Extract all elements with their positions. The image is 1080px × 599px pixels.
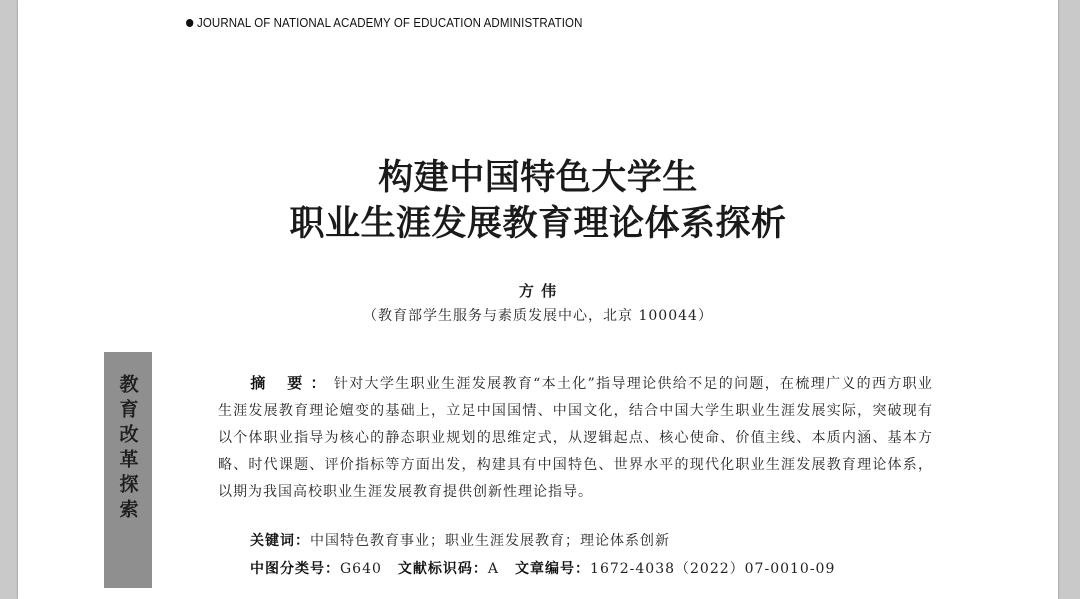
article-number-label: 文章编号： — [515, 561, 591, 577]
author-affiliation: （教育部学生服务与素质发展中心，北京 100044） — [363, 308, 713, 324]
paper-page — [18, 0, 1058, 599]
column-label-tab — [104, 352, 152, 588]
bullet-icon — [186, 19, 193, 27]
article-number-value: 1672-4038（2022）07-0010-09 — [590, 561, 836, 577]
clc-label: 中图分类号： — [250, 561, 340, 577]
abstract-label: 摘 要 — [250, 374, 311, 392]
abstract-text: 针对大学生职业生涯发展教育“本土化”指导理论供给不足的问题，在梳理广义的西方职业生涯发展教育理论嬗变的基础上，立足中国国情、中国文化，结合中国大学生职业生涯发展实际，突破现有以个体职业指导为核心的静态职业规划的思维定式，从逻辑起点、核心使命、价值主线、本质内涵、基本方略、时代课题、评价指标等方面出发，构建具有中国特色、世界水平的现代化职业生涯发展教育理论体系，以期为我国高校职业生涯发展教育提供创新性理论指导。 — [218, 376, 933, 500]
classification-line — [250, 558, 835, 578]
clc-value: G640 — [340, 561, 382, 577]
article-title-line-2: 职业生涯发展教育理论体系探析 — [289, 203, 787, 244]
abstract-colon: ： — [310, 374, 334, 392]
journal-header — [186, 16, 583, 30]
column-label-text: 教育改革探索 — [116, 374, 139, 524]
author-name: 方 伟 — [518, 282, 558, 300]
article-title-line-1: 构建中国特色大学生 — [378, 157, 698, 198]
abstract-paragraph — [218, 370, 933, 506]
keywords-label: 关键词： — [250, 533, 310, 549]
doc-code-value: A — [487, 561, 500, 577]
keywords-text: 中国特色教育事业；职业生涯发展教育；理论体系创新 — [310, 533, 670, 549]
journal-name: JOURNAL OF NATIONAL ACADEMY OF EDUCATION ADMINISTRATION — [197, 16, 583, 30]
keywords-line — [250, 530, 670, 550]
doc-code-label: 文献标识码： — [397, 561, 488, 577]
